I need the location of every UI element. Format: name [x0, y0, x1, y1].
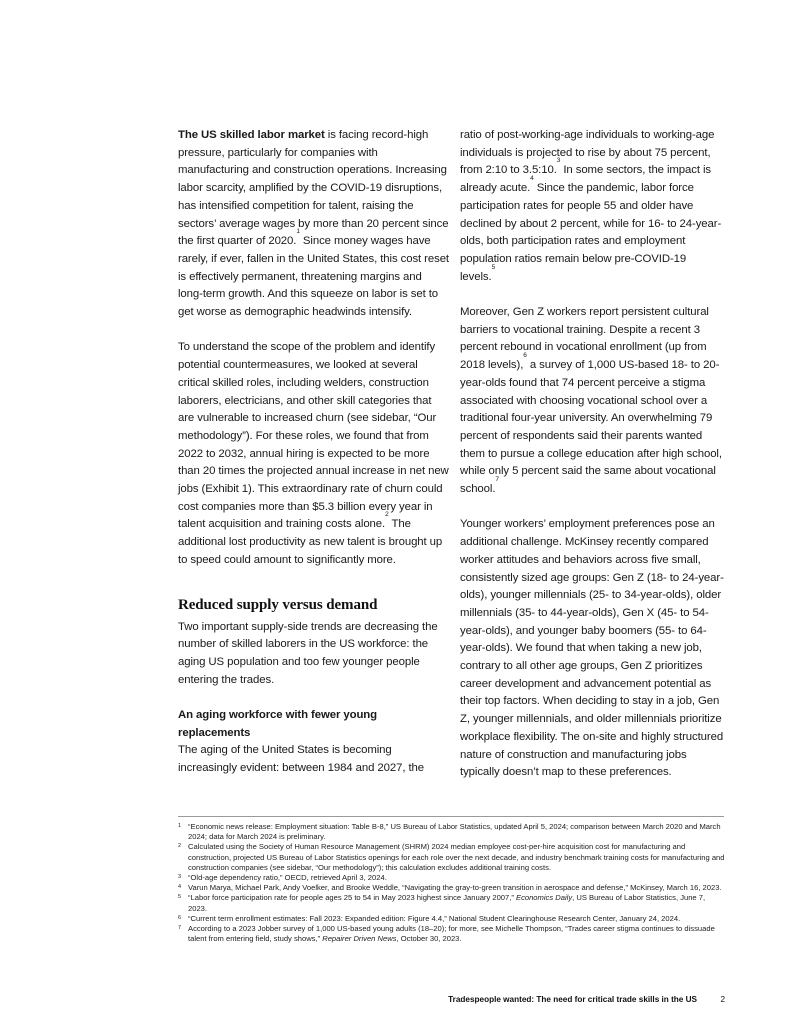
footnote-2: 2 Calculated using the Society of Human Resource Management (SHRM) 2024 median employee cost-per-hire acquisition cost for manufacturing and construction, projected US Bureau of Labor Statistics openings for each role over the next decade, and industry benchmark training costs for manufacturing and construction companies (see sidebar, “Our methodology”); this calculation excludes additional training costs. — [178, 842, 725, 872]
footnotes — [178, 822, 726, 944]
footer-title: Tradespeople wanted: The need for critical trade skills in the US — [448, 995, 697, 1004]
lead-in: The US skilled labor market — [178, 129, 325, 141]
left-column — [178, 127, 449, 778]
page-number: 2 — [720, 995, 725, 1004]
footnote-ref-5[interactable]: 5 — [491, 263, 496, 271]
footnote-6: 6 “Current term enrollment estimates: Fall 2023: Expanded edition: Figure 4.4,” National Student Clearinghouse Research Center, January 24, 2024. — [178, 913, 681, 923]
footnote-ref-4[interactable]: 4 — [530, 175, 534, 183]
footnote-4: 4 Varun Marya, Michael Park, Andy Voelker, and Brooke Weddle, “Navigating the gray-to-green transition in aerospace and defense,” McKinsey, March 16, 2023. — [178, 883, 722, 893]
footnote-3: 3 “Old-age dependency ratio,” OECD, retrieved April 3, 2024. — [178, 873, 387, 883]
footnote-7: 7 According to a 2023 Jobber survey of 1,000 US-based young adults (18–20); for more, see Michelle Thompson, “Trades career stigma continues to dissuade talent from entering field, study shows,” Repairer Driven News, October 30, 2023. — [178, 924, 715, 944]
footnote-ref-1[interactable]: 1 — [296, 228, 300, 236]
preferences-paragraph: Younger workers’ employment preferences pose an additional challenge. McKinsey recently compared worker attitudes and behaviors across five small, consistently sized age groups: Gen Z (18- to 24-year-olds), younger millennials (25- to 34-year-olds), older millennials (35- to 44-year-olds), Gen X (45- to 54-year-olds), and younger baby boomers (55- to 64-year-olds). We found that when taking a new job, contrary to all other age groups, Gen Z prioritizes career development and advancement potential as their top factors. When deciding to stay in a job, Gen Z, younger millennials, and older millennials prioritize workplace flexibility. The on-site and highly structured nature of construction and manufacturing jobs typically doesn’t map to these preferences. — [460, 518, 724, 779]
right-column — [460, 127, 724, 782]
footnote-ref-3[interactable]: 3 — [556, 157, 561, 165]
footnote-5: 5 “Labor force participation rate for people ages 25 to 54 in May 2023 highest since January 2007,” Economics Daily, US Bureau of Labor Statistics, June 7, 2023. — [178, 893, 706, 913]
genz-barriers-paragraph: Moreover, Gen Z workers report persistent cultural barriers to vocational training. Despite a recent 3 percent rebound in vocational enrollment (up from 2018 levels),$^6$ a survey of 1,000 US-based 18- to 20-year-olds found that 74 percent perceive a stigma associated with choosing vocational school over a traditional four-year university. An overwhelming 79 percent of respondents said their parents wanted them to pursue a college education after high school, while only 5 percent said the same about vocational school.$^7$ — [460, 306, 722, 496]
footnote-ref-6[interactable]: 6 — [523, 352, 527, 360]
footnote-1: 1 “Economic news release: Employment situation: Table B-8,” US Bureau of Labor Statistics, updated April 5, 2024; comparison between March 2020 and March 2024; data for March 2024 is preliminary. — [178, 822, 721, 842]
ratio-paragraph: ratio of post-working-age individuals to working-age individuals is projected to rise by about 75 percent, from 2:10 to 3.5:10.$^3$ In some sectors, the impact is already acute.$^4$ Since the pandemic, labor force participation rates for people 55 and older have declined by about 2 percent, while for 16- to 24-year-olds, both participation rates and employment population ratios remain below pre-COVID-19 levels.$^5$ — [460, 129, 722, 283]
intro-paragraph: The US skilled labor market is facing record-high pressure, particularly for companies with manufacturing and construction operations. Increasing labor scarcity, amplified by the COVID-19 disruptions, has intensified competition for talent, raising the sectors’ average wages by more than 20 percent since the first quarter of 2020.$^1$ Since money wages have rarely, if ever, fallen in the United States, this cost reset is effectively permanent, threatening margins and long-term growth. And this squeeze on labor is set to get worse as demographic headwinds intensify. — [178, 129, 449, 319]
scope-paragraph: To understand the scope of the problem and identify potential countermeasures, we looked at several critical skilled roles, including welders, construction laborers, electricians, and other skill categories that are vulnerable to increased churn (see sidebar, “Our methodology”). For these roles, we found that from 2022 to 2032, annual hiring is expected to be more than 20 times the projected annual increase in net new jobs (Exhibit 1). This extraordinary rate of churn could cost companies more than $5.3 billion every year in talent acquisition and training costs alone.$^2$ The additional lost productivity as new talent is brought up to speed could amount to significantly more. — [178, 341, 449, 566]
footnote-ref-7[interactable]: 7 — [495, 476, 499, 484]
footnote-ref-2[interactable]: 2 — [385, 511, 389, 519]
subheading: An aging workforce with fewer young replacements — [178, 709, 378, 739]
supply-paragraph: Two important supply-side trends are decreasing the number of skilled laborers in the US workforce: the aging US population and too few younger people entering the trades. — [178, 620, 438, 686]
footnote-divider — [178, 816, 724, 817]
section-heading: Reduced supply versus demand — [178, 596, 378, 613]
aging-paragraph: The aging of the United States is becoming increasingly evident: between 1984 and 2027, the — [178, 744, 424, 775]
